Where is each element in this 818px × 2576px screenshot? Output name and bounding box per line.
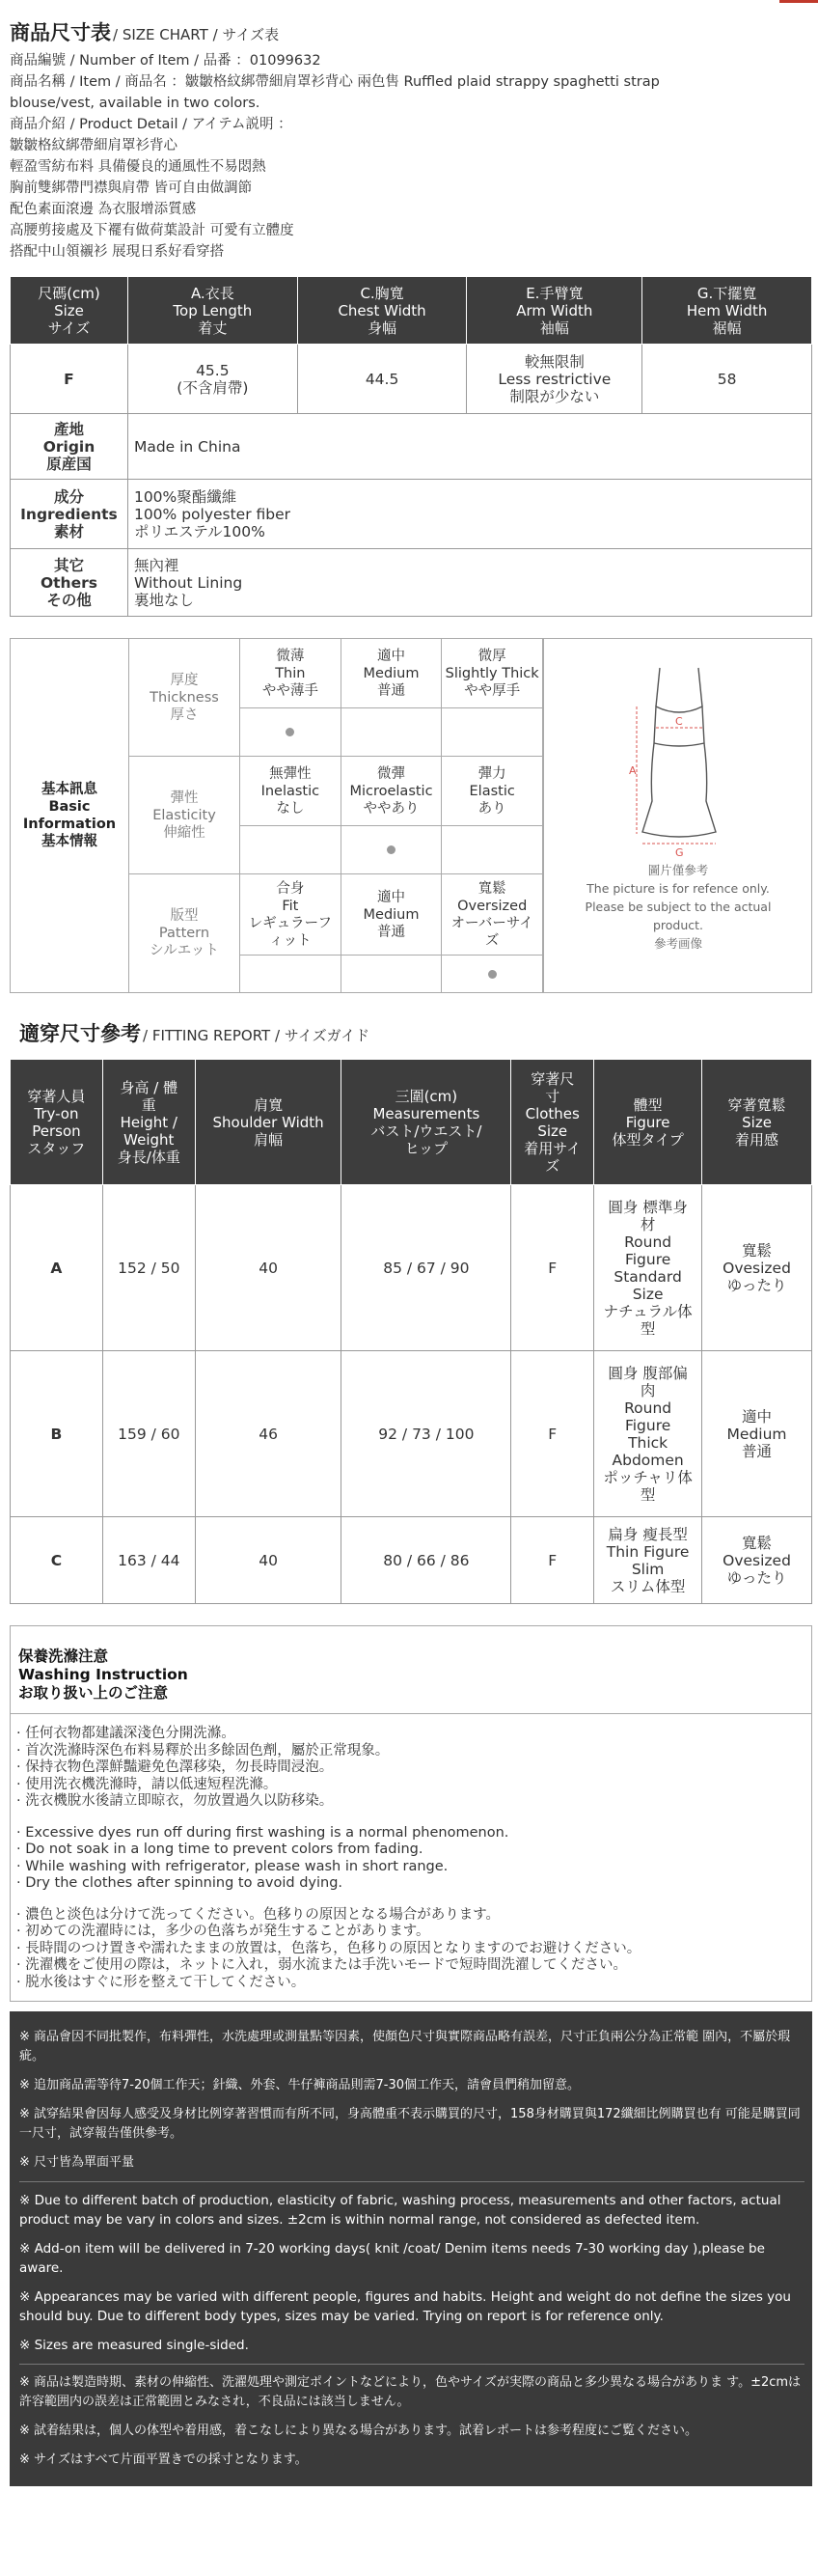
thickness-row [128, 639, 543, 757]
selected-dot-icon [387, 845, 395, 854]
basic-info-panel [10, 638, 812, 993]
basic-info-grid [128, 639, 543, 992]
washing-en: · Excessive dyes run off during first washing is a normal phenomenon. · Do not soak in a long time to prevent colors from fading. · While washing with refrigerator, please wash in short range. · Dry the clothes after spinning to avoid dying. [16, 1824, 509, 1891]
pattern-option-oversized: 寬鬆 Oversized オーバーサイ ズ [442, 874, 543, 955]
fit-cell: 寬鬆 Ovesized ゆったり [702, 1185, 812, 1351]
size-chart-title-en: / SIZE CHART / サイズ表 [113, 26, 280, 43]
table-row [11, 1351, 812, 1517]
washing-instructions [10, 1714, 812, 2002]
chest-value: 44.5 [297, 345, 467, 414]
origin-label: 產地 Origin 原産国 [11, 414, 128, 480]
notes-ja: ※ 商品は製造時期、素材の伸縮性、洗濯処理や測定ポイントなどにより，色やサイズが実際の商品と多少異なる場合がありま す。±2cmは許容範囲内の誤差は正常範囲とみなされ，不良品には該当しません。 ※ 試着結果は，個人の体型や着用感，着こなしにより異なる場合があります。試着レポートは参考程度にご覧ください。 ※ サイズはすべて片面平置きでの採寸となります。 [19, 2375, 802, 2467]
info-line: 高腰剪接處及下襬有做荷葉設計 可愛有立體度 [10, 223, 294, 238]
col-size-header: 尺碼(cm) Size サイズ [11, 277, 128, 345]
measurements-cell: 85 / 67 / 90 [341, 1185, 511, 1351]
notes-zh: ※ 商品會因不同批製作，布料彈性，水洗處理或測量點等因素，使顏色尺寸與實際商品略有誤差，尺寸正負兩公分為正常範 圍內，不屬於瑕疵。 ※ 追加商品需等待7-20個工作天；針織、外套、牛仔褲商品則需7-30個工作天，請會員們稍加留意。 ※ 試穿結果會因每人感受及身材比例穿著習慣而有所不同，身高體重不表示購買的尺寸，158身材購買與172纖細比例購買也有 可能是購買同一尺寸，試穿報告僅供參考。 ※ 尺寸皆為單面平量 [19, 2019, 804, 2182]
others-value: 無內裡 Without Lining 裏地なし [127, 549, 811, 617]
elasticity-option-elastic: 彈力 Elastic あり [442, 757, 543, 825]
arm-value: 較無限制 Less restrictive 制限が少ない [467, 345, 642, 414]
washing-title-zh: 保養洗滌注意 [18, 1648, 109, 1665]
clothes-size-cell: F [511, 1517, 594, 1604]
elasticity-indicator [240, 826, 543, 873]
thickness-option-medium: 適中 Medium 普通 [341, 639, 443, 707]
camisole-diagram-icon [544, 639, 812, 861]
washing-ja: · 濃色と淡色は分けて洗ってください。色移りの原因となる場合があります。 · 初めての洗濯時には，多少の色落ちが発生することがあります。 · 長時間のつけ置きや濡れたままの放置は，色落ち，色移りの原因となりますのでお避けください。 · 洗濯機をご使用の際は，ネットに入れ，弱水流または手洗いモードで短時間洗濯してください。 · 脱水後はすぐに形を整えて干してください。 [16, 1906, 641, 1990]
elasticity-row [128, 757, 543, 874]
fitting-report-title: 適穿尺寸參考 / FITTING REPORT / サイズガイド [19, 1022, 370, 1045]
others-row [11, 549, 812, 617]
size-table-header [11, 277, 812, 345]
washing-title-en: Washing Instruction [18, 1666, 188, 1683]
size-chart-title-zh: 商品尺寸表 [10, 21, 111, 44]
col-hem-header: G.下擺寬 Hem Width 裾幅 [642, 277, 812, 345]
elasticity-label: 彈性 Elasticity 伸縮性 [128, 757, 240, 873]
size-value: F [11, 345, 128, 414]
col-fit-header: 穿著寬鬆 Size 着用感 [702, 1060, 812, 1185]
info-line: 商品名稱 / Item / 商品名 ：皺皺格紋綁帶細肩罩衫背心 兩色售 Ruffled plaid strappy spaghetti strap [10, 74, 660, 90]
garment-figure [543, 639, 811, 992]
table-row [11, 1517, 812, 1604]
info-line: blouse/vest, available in two colors. [10, 96, 260, 111]
ingredients-value: 100%聚酯纖維 100% polyester fiber ポリエステル100% [127, 480, 811, 549]
others-label: 其它 Others その他 [11, 549, 128, 617]
fitting-table-header [11, 1060, 812, 1185]
selected-dot-icon [286, 728, 294, 736]
fitting-table [10, 1059, 812, 1604]
shoulder-cell: 46 [195, 1351, 341, 1517]
info-line: 胸前雙綁帶門襟與肩帶 皆可自由做調節 [10, 180, 253, 196]
person-cell: C [11, 1517, 103, 1604]
pattern-option-medium: 適中 Medium 普通 [341, 874, 443, 955]
basic-info-label: 基本訊息 Basic Information 基本情報 [22, 782, 117, 849]
col-arm-header: E.手臂寬 Arm Width 袖幅 [467, 277, 642, 345]
col-shoulder-header: 肩寬 Shoulder Width 肩幅 [195, 1060, 341, 1185]
thickness-label: 厚度 Thickness 厚さ [128, 639, 240, 756]
pattern-row [128, 874, 543, 992]
shoulder-cell: 40 [195, 1517, 341, 1604]
info-line: 搭配中山領襯衫 展現日系好看穿搭 [10, 244, 225, 260]
col-clothes-size-header: 穿著尺 寸 Clothes Size 着用サイ ズ [511, 1060, 594, 1185]
measurements-cell: 92 / 73 / 100 [341, 1351, 511, 1517]
fit-cell: 適中 Medium 普通 [702, 1351, 812, 1517]
thickness-indicator [240, 708, 543, 756]
person-cell: A [11, 1185, 103, 1351]
figure-cell: 扁身 瘦長型 Thin Figure Slim スリム体型 [594, 1517, 702, 1604]
clothes-size-cell: F [511, 1185, 594, 1351]
height-weight-cell: 163 / 44 [102, 1517, 195, 1604]
pattern-label: 版型 Pattern シルエット [128, 874, 240, 992]
pattern-option-fit: 合身 Fit レギュラーフ ィット [240, 874, 341, 955]
size-row [11, 345, 812, 414]
table-row [11, 1185, 812, 1351]
notes-en: ※ Due to different batch of production, elasticity of fabric, washing process, measurements and other factors, actual product may be vary in colors and sizes. ±2cm is within normal range, not considered as defected item. ※ Add-on item will be delivered in 7-20 working days( knit /coat/ Denim items needs 7-30 working day ),please be aware. ※ Appearances may be varied with different people, figures and habits. Height and weight do not define the sizes you should buy. Due to different body types, sizes may be varied. Trying on report is for reference only. ※ Sizes are measured single-sided. [19, 2182, 804, 2365]
height-weight-cell: 152 / 50 [102, 1185, 195, 1351]
origin-row [11, 414, 812, 480]
info-line: 配色素面滾邊 為衣服增添質感 [10, 202, 197, 217]
ingredients-row [11, 480, 812, 549]
elasticity-option-micro: 微彈 Microelastic ややあり [341, 757, 443, 825]
col-chest-header: C.胸寬 Chest Width 身幅 [297, 277, 467, 345]
info-line: 輕盈雪紡布料 具備優良的通風性不易悶熱 [10, 159, 266, 175]
figure-cell: 圓身 腹部偏 肉 Round Figure Thick Abdomen ポッチャリ体 型 [594, 1351, 702, 1517]
size-chart-title [0, 0, 818, 46]
info-line: 皺皺格紋綁帶細肩罩衫背心 [10, 138, 177, 153]
col-height-weight-header: 身高 / 體 重 Height / Weight 身長/体重 [102, 1060, 195, 1185]
col-figure-header: 體型 Figure 体型タイプ [594, 1060, 702, 1185]
fit-cell: 寬鬆 Ovesized ゆったり [702, 1517, 812, 1604]
col-top-length-header: A.衣長 Top Length 着丈 [127, 277, 297, 345]
height-weight-cell: 159 / 60 [102, 1351, 195, 1517]
selected-dot-icon [488, 970, 497, 979]
shoulder-cell: 40 [195, 1185, 341, 1351]
figure-caption: 圖片僅參考 The picture is for refence only. Please be subject to the actual product. 參考画像 [585, 863, 772, 951]
washing-title-box [10, 1625, 812, 1714]
top-length-value: 45.5 (不含肩帶) [127, 345, 297, 414]
figure-label-g: G [675, 846, 684, 859]
hem-value: 58 [642, 345, 812, 414]
measurements-cell: 80 / 66 / 86 [341, 1517, 511, 1604]
ingredients-label: 成分 Ingredients 素材 [11, 480, 128, 549]
col-person-header: 穿著人員 Try-on Person スタッフ [11, 1060, 103, 1185]
info-line: 商品編號 / Number of Item / 品番 ：01099632 [10, 53, 321, 69]
washing-title-ja: お取り扱い上のご注意 [18, 1684, 169, 1702]
person-cell: B [11, 1351, 103, 1517]
clothes-size-cell: F [511, 1351, 594, 1517]
elasticity-option-inelastic: 無彈性 Inelastic なし [240, 757, 341, 825]
pattern-indicator [240, 956, 543, 992]
origin-value: Made in China [127, 414, 811, 480]
figure-label-a: A [629, 764, 637, 777]
col-measurements-header: 三圍(cm) Measurements バスト/ウエスト/ ヒップ [341, 1060, 511, 1185]
figure-cell: 圓身 標準身 材 Round Figure Standard Size ナチュラル体 型 [594, 1185, 702, 1351]
thickness-option-thin: 微薄 Thin やや薄手 [240, 639, 341, 707]
washing-zh: · 任何衣物都建議深淺色分開洗滌。 · 首次洗滌時深色布料易釋於出多餘固色劑，屬於正常現象。 · 保持衣物色澤鮮豔避免色澤移染，勿長時間浸泡。 · 使用洗衣機洗滌時，請以低速短程洗滌。 · 洗衣機脫水後請立即晾衣，勿放置過久以防移染。 [16, 1726, 390, 1809]
info-line: 商品介紹 / Product Detail / アイテム説明 ： [10, 117, 292, 132]
accent-bar [779, 0, 818, 3]
product-info [0, 46, 818, 263]
size-table [10, 276, 812, 617]
notes-panel [10, 2011, 812, 2486]
thickness-option-thick: 微厚 Slightly Thick やや厚手 [442, 639, 543, 707]
figure-label-c: C [675, 715, 683, 728]
